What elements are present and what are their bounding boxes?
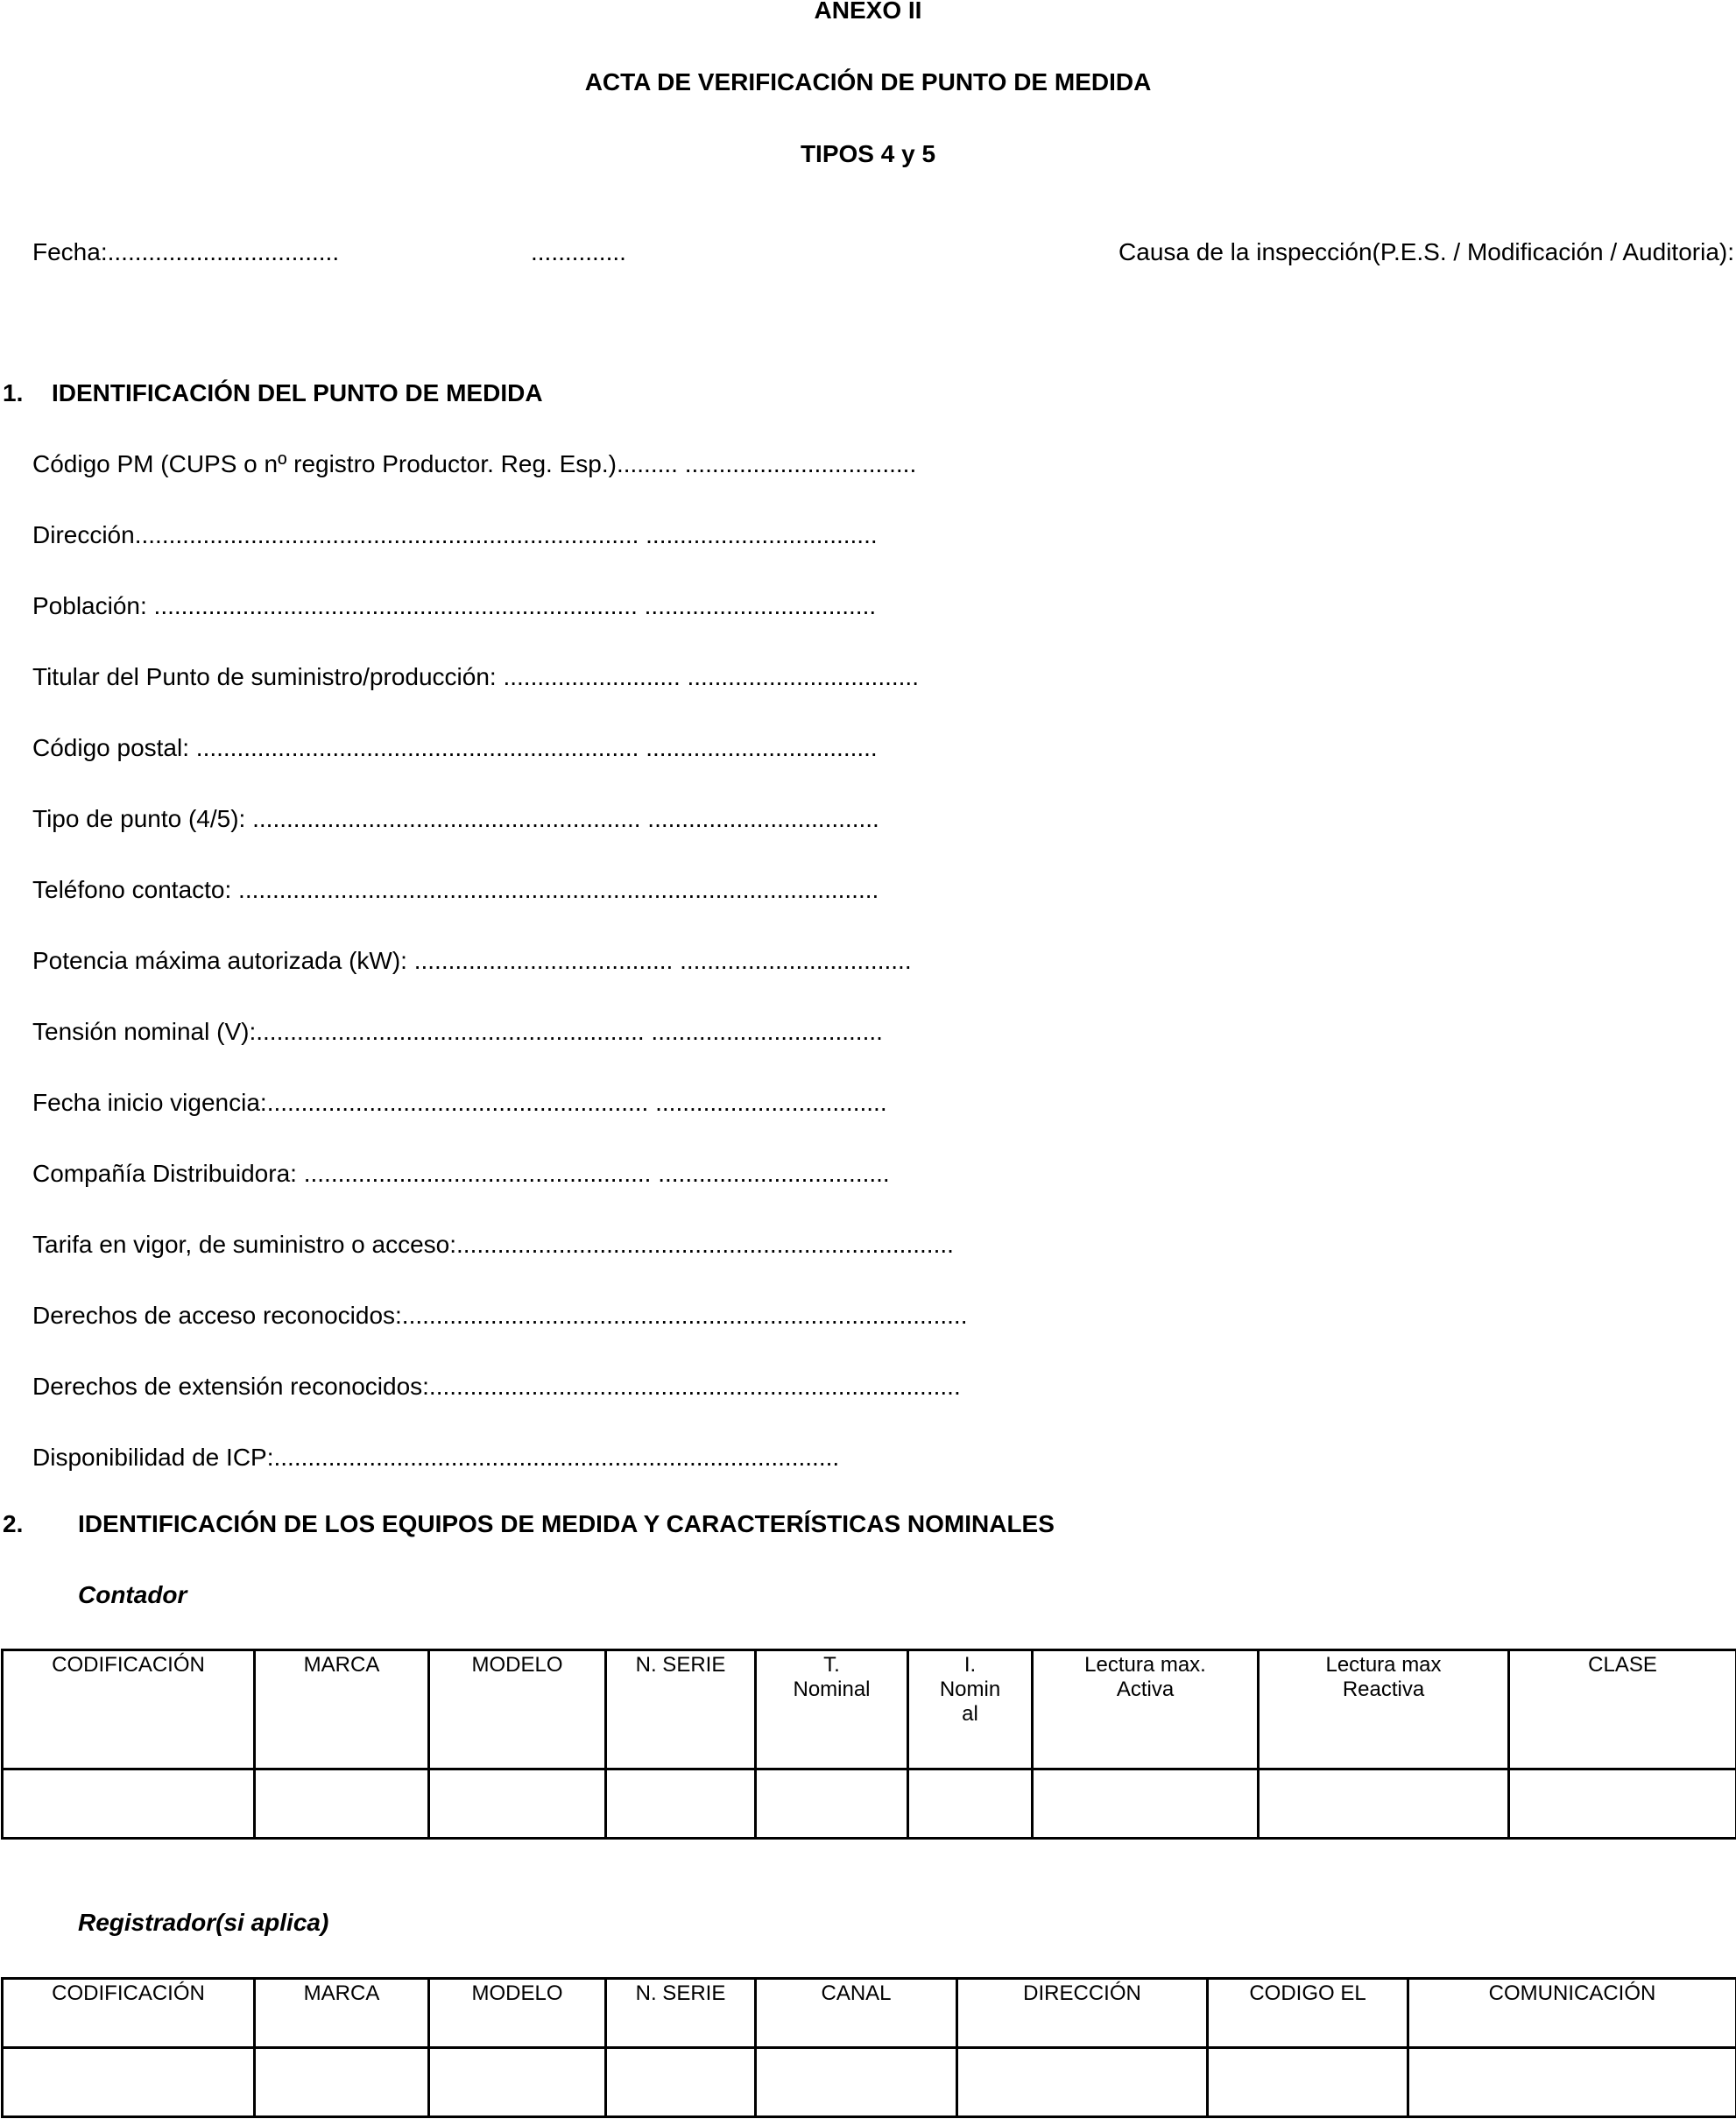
contador-entry-row bbox=[3, 1769, 1736, 1839]
registrador-cell bbox=[1208, 2048, 1408, 2117]
registrador-header-marca: MARCA bbox=[255, 1979, 429, 2048]
field-fecha-vigencia: Fecha inicio vigencia:........................................................ .................................. bbox=[32, 1089, 887, 1116]
registrador-cell bbox=[255, 2048, 429, 2117]
field-compania: Compañía Distribuidora: ................................................... .................................. bbox=[32, 1160, 890, 1187]
registrador-header-canal: CANAL bbox=[756, 1979, 957, 2048]
registrador-header-modelo: MODELO bbox=[429, 1979, 606, 2048]
registrador-cell bbox=[429, 2048, 606, 2117]
contador-cell bbox=[1259, 1769, 1509, 1839]
registrador-table bbox=[1, 1977, 1736, 2118]
contador-header-clase: CLASE bbox=[1509, 1650, 1736, 1769]
field-codigo-postal: Código postal: ................................................................. .................................. bbox=[32, 734, 878, 761]
field-codigo-pm: Código PM (CUPS o nº registro Productor. Reg. Esp.)......... .................................. bbox=[32, 450, 917, 477]
section-1-number: 1. bbox=[3, 379, 24, 406]
registrador-header-comunicacion: COMUNICACIÓN bbox=[1408, 1979, 1736, 2048]
contador-header-i-nominal: I. Nomin al bbox=[908, 1650, 1033, 1769]
field-telefono: Teléfono contacto: .............................................................................................. bbox=[32, 876, 879, 903]
field-poblacion: Población: ....................................................................... .................................. bbox=[32, 592, 877, 619]
contador-header-marca: MARCA bbox=[255, 1650, 429, 1769]
registrador-entry-row bbox=[3, 2048, 1736, 2117]
registrador-header-n-serie: N. SERIE bbox=[606, 1979, 756, 2048]
contador-header-n-serie: N. SERIE bbox=[606, 1650, 756, 1769]
registrador-header-codigo-el: CODIGO EL bbox=[1208, 1979, 1408, 2048]
contador-header-lectura-reactiva: Lectura max Reactiva bbox=[1259, 1650, 1509, 1769]
section-2-title: IDENTIFICACIÓN DE LOS EQUIPOS DE MEDIDA Y CARACTERÍSTICAS NOMINALES bbox=[78, 1510, 1055, 1537]
registrador-label: Registrador(si aplica) bbox=[78, 1909, 329, 1936]
fecha-extra-field: .............. bbox=[531, 238, 626, 265]
contador-cell bbox=[255, 1769, 429, 1839]
contador-cell bbox=[1033, 1769, 1259, 1839]
registrador-cell bbox=[1408, 2048, 1736, 2117]
registrador-header-codificacion: CODIFICACIÓN bbox=[3, 1979, 255, 2048]
contador-cell bbox=[3, 1769, 255, 1839]
registrador-cell bbox=[3, 2048, 255, 2117]
contador-header-t-nominal: T. Nominal bbox=[756, 1650, 908, 1769]
annex-label: ANEXO II bbox=[814, 0, 922, 24]
document-types: TIPOS 4 y 5 bbox=[800, 140, 936, 167]
field-tarifa: Tarifa en vigor, de suministro o acceso:......................................................................... bbox=[32, 1231, 954, 1258]
registrador-header-direccion: DIRECCIÓN bbox=[957, 1979, 1208, 2048]
contador-cell bbox=[908, 1769, 1033, 1839]
field-derechos-extension: Derechos de extensión reconocidos:.............................................................................. bbox=[32, 1373, 961, 1400]
field-direccion: Dirección.......................................................................... .................................. bbox=[32, 521, 878, 548]
field-icp: Disponibilidad de ICP:................................................................................... bbox=[32, 1444, 840, 1471]
field-titular: Titular del Punto de suministro/producción: .......................... .................................. bbox=[32, 663, 919, 690]
contador-header-lectura-activa: Lectura max. Activa bbox=[1033, 1650, 1259, 1769]
contador-header-codificacion: CODIFICACIÓN bbox=[3, 1650, 255, 1769]
document-title: ACTA DE VERIFICACIÓN DE PUNTO DE MEDIDA bbox=[584, 68, 1152, 95]
causa-inspeccion-field: Causa de la inspección(P.E.S. / Modificación / Auditoria): bbox=[1119, 238, 1734, 265]
contador-header-modelo: MODELO bbox=[429, 1650, 606, 1769]
section-2-number: 2. bbox=[3, 1510, 24, 1537]
field-derechos-acceso: Derechos de acceso reconocidos:................................................................................... bbox=[32, 1302, 968, 1329]
contador-header-row bbox=[3, 1650, 1736, 1769]
contador-cell bbox=[756, 1769, 908, 1839]
fecha-field: Fecha:.................................. bbox=[32, 238, 340, 265]
contador-cell bbox=[429, 1769, 606, 1839]
contador-cell bbox=[606, 1769, 756, 1839]
registrador-cell bbox=[957, 2048, 1208, 2117]
contador-cell bbox=[1509, 1769, 1736, 1839]
field-tipo-punto: Tipo de punto (4/5): ......................................................... .................................. bbox=[32, 805, 879, 832]
contador-table bbox=[1, 1649, 1736, 1840]
section-1-title: IDENTIFICACIÓN DEL PUNTO DE MEDIDA bbox=[52, 379, 543, 406]
registrador-cell bbox=[606, 2048, 756, 2117]
registrador-header-row bbox=[3, 1979, 1736, 2048]
field-tension: Tensión nominal (V):......................................................... .................................. bbox=[32, 1018, 883, 1045]
registrador-cell bbox=[756, 2048, 957, 2117]
contador-label: Contador bbox=[78, 1581, 187, 1608]
field-potencia: Potencia máxima autorizada (kW): ...................................... .................................. bbox=[32, 947, 912, 974]
